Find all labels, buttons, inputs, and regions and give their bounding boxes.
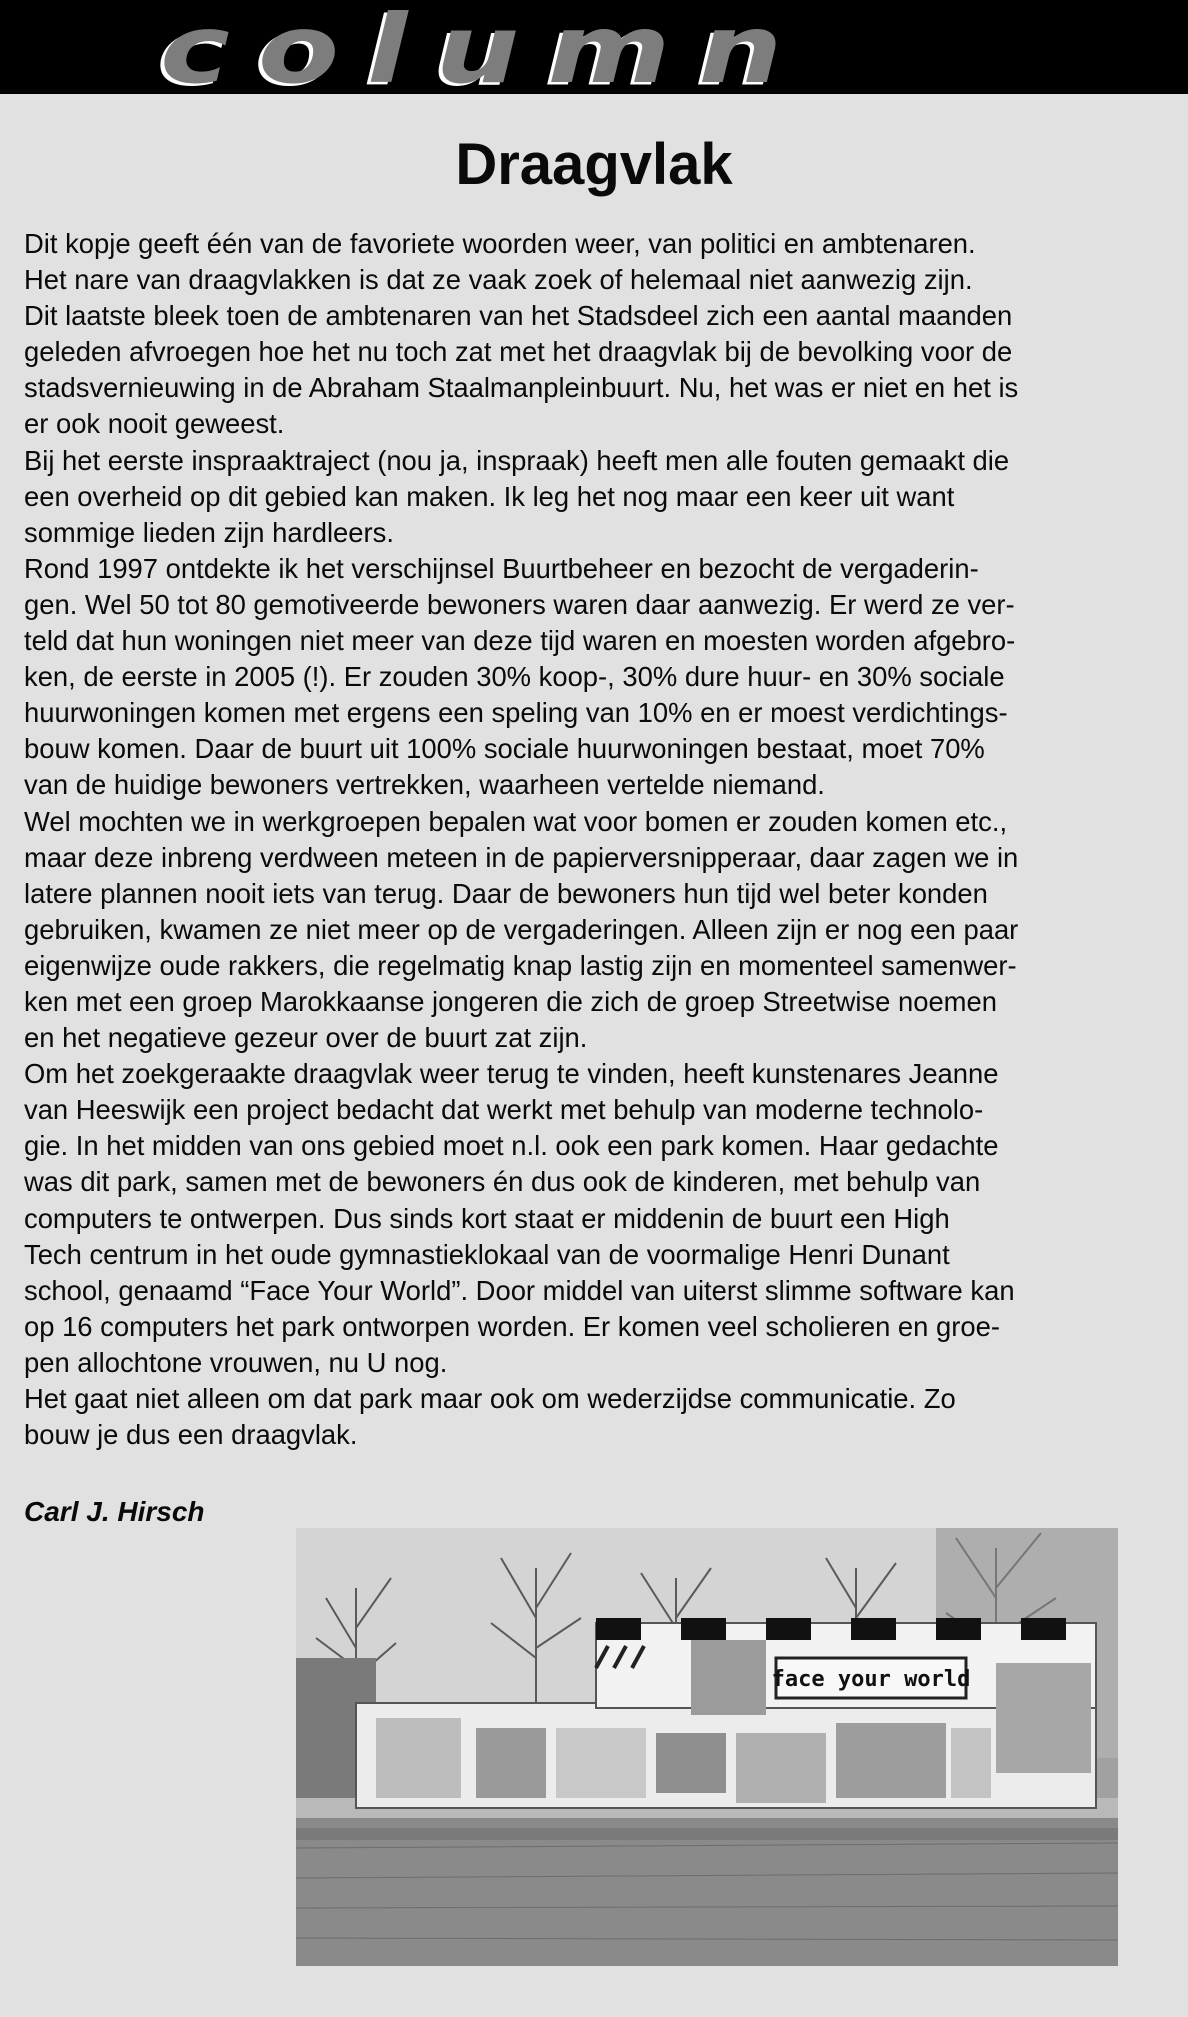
article-line: stadsvernieuwing in de Abraham Staalmanpleinbuurt. Nu, het was er niet en het is bbox=[24, 372, 1019, 404]
article-line: bouw je dus een draagvlak. bbox=[24, 1419, 358, 1451]
article-line: van Heeswijk een project bedacht dat werkt met behulp van moderne technolo- bbox=[24, 1094, 984, 1126]
article-line: geleden afvroegen hoe het nu toch zat met het draagvlak bij de bevolking voor de bbox=[24, 336, 1013, 368]
article-line: Tech centrum in het oude gymnastieklokaal van de voormalige Henri Dunant bbox=[24, 1238, 950, 1270]
article-line: gen. Wel 50 tot 80 gemotiveerde bewoners waren daar aanwezig. Er werd ze ver- bbox=[24, 588, 1015, 620]
article-line: Bij het eerste inspraaktraject (nou ja, inspraak) heeft men alle fouten gemaakt die bbox=[24, 444, 1010, 476]
article-line: Dit laatste bleek toen de ambtenaren van het Stadsdeel zich een aantal maanden bbox=[24, 300, 1013, 332]
article-photo bbox=[296, 1528, 1118, 1966]
article-line: school, genaamd “Face Your World”. Door middel van uiterst slimme software kan bbox=[24, 1274, 1015, 1306]
article-line: Dit kopje geeft één van de favoriete woorden weer, van politici en ambtenaren. bbox=[24, 228, 976, 259]
article-line: Het gaat niet alleen om dat park maar ook om wederzijdse communicatie. Zo bbox=[24, 1383, 956, 1414]
article-line: latere plannen nooit iets van terug. Daar de bewoners hun tijd wel beter konden bbox=[24, 877, 988, 909]
article-line: huurwoningen komen met ergens een speling van 10% en er moest verdichtings- bbox=[24, 697, 1008, 729]
article-line: en het negatieve gezeur over de buurt zat zijn. bbox=[24, 1022, 588, 1054]
article-line: ken, de eerste in 2005 (!). Er zouden 30% koop-, 30% dure huur- en 30% sociale bbox=[24, 661, 1005, 693]
article-line: een overheid op dit gebied kan maken. Ik leg het nog maar een keer uit want bbox=[24, 480, 955, 512]
article-line: Het nare van draagvlakken is dat ze vaak zoek of helemaal niet aanwezig zijn. bbox=[24, 264, 973, 296]
article-body bbox=[24, 226, 1174, 1453]
article-line: Wel mochten we in werkgroepen bepalen wat voor bomen er zouden komen etc., bbox=[24, 805, 1008, 837]
article-line: gebruiken, kwamen ze niet meer op de vergaderingen. Alleen zijn er nog een paar bbox=[24, 913, 1019, 945]
article-line: er ook nooit geweest. bbox=[24, 408, 285, 440]
article-line: maar deze inbreng verdween meteen in de papierversnipperaar, daar zagen we in bbox=[24, 841, 1019, 873]
article-line: pen allochtone vrouwen, nu U nog. bbox=[24, 1346, 448, 1378]
article-line: was dit park, samen met de bewoners én dus ook de kinderen, met behulp van bbox=[24, 1166, 981, 1198]
article-line: Rond 1997 ontdekte ik het verschijnsel Buurtbeheer en bezocht de vergaderin- bbox=[24, 552, 979, 584]
building-photo bbox=[296, 1528, 1118, 1966]
article-line: ken met een groep Marokkaanse jongeren die zich de groep Streetwise noemen bbox=[24, 985, 997, 1017]
article-line: sommige lieden zijn hardleers. bbox=[24, 516, 394, 548]
masthead-banner bbox=[0, 0, 1188, 105]
article-line: computers te ontwerpen. Dus sinds kort staat er middenin de buurt een High bbox=[24, 1202, 950, 1234]
article-line: gie. In het midden van ons gebied moet n.l. ook een park komen. Haar gedachte bbox=[24, 1130, 999, 1162]
article-author: Carl J. Hirsch bbox=[24, 1496, 205, 1527]
article-line: van de huidige bewoners vertrekken, waarheen vertelde niemand. bbox=[24, 769, 825, 801]
article-line: teld dat hun woningen niet meer van deze tijd waren en moesten worden afgebro- bbox=[24, 625, 1016, 657]
masthead-label: column bbox=[160, 0, 811, 105]
photo-sign-text: face your world bbox=[771, 1667, 971, 1692]
article-line: op 16 computers het park ontworpen worden. Er komen veel scholieren en groe- bbox=[24, 1310, 1000, 1342]
article-title: Draagvlak bbox=[455, 132, 733, 197]
article-line: eigenwijze oude rakkers, die regelmatig knap lastig zijn en momenteel samenwer- bbox=[24, 949, 1017, 981]
article-line: bouw komen. Daar de buurt uit 100% sociale huurwoningen bestaat, moet 70% bbox=[24, 733, 985, 765]
article-line: Om het zoekgeraakte draagvlak weer terug te vinden, heeft kunstenares Jeanne bbox=[24, 1058, 999, 1090]
